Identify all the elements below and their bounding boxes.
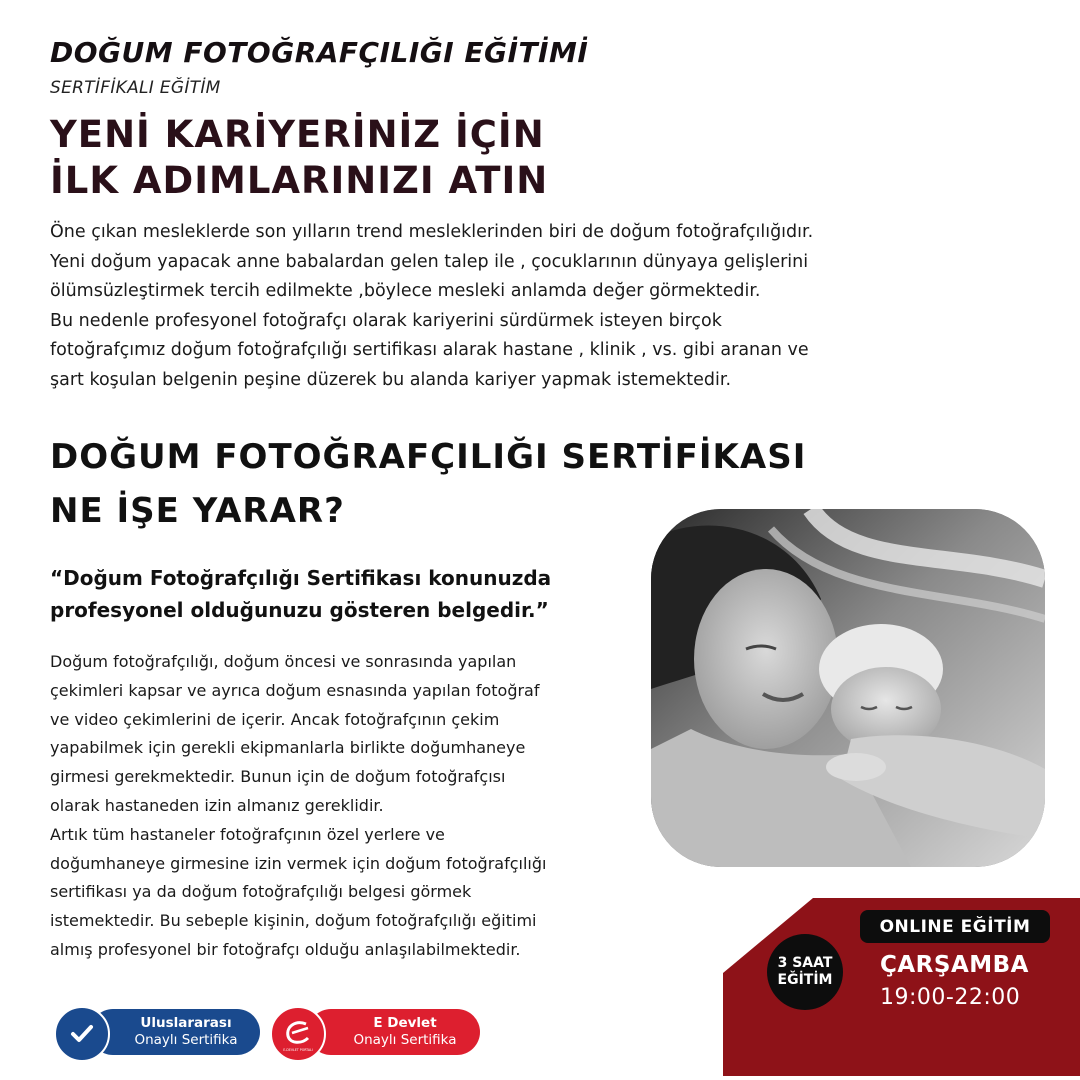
check-icon-svg xyxy=(67,1019,97,1049)
intro-line: şart koşulan belgenin peşine düzerek bu alanda kariyer yapmak istemektedir. xyxy=(50,369,732,390)
body-line: sertifikası ya da doğum fotoğrafçılığı belgesi görmek xyxy=(50,882,472,902)
body-line: girmesi gerekmektedir. Bunun için de doğum fotoğrafçısı xyxy=(50,767,506,787)
edevlet-badge-title: E Devlet xyxy=(373,1015,437,1031)
body-paragraph xyxy=(50,648,640,965)
online-education-label: ONLINE EĞİTİM xyxy=(860,910,1050,943)
headline xyxy=(50,112,548,204)
intro-line: Öne çıkan mesleklerde son yılların trend mesleklerinden biri de doğum fotoğrafçılığıdır. xyxy=(50,222,814,242)
edevlet-logo-icon xyxy=(270,1006,326,1062)
body-line: ve video çekimlerini de içerir. Ancak fotoğrafçının çekim xyxy=(50,709,500,729)
intro-line: fotoğrafçımız doğum fotoğrafçılığı sertifikası alarak hastane , klinik , vs. gibi aranan ve xyxy=(50,340,809,360)
body-line: Artık tüm hastaneler fotoğrafçının özel yerlere ve xyxy=(50,824,445,844)
section-heading-line-1: DOĞUM FOTOĞRAFÇILIĞI SERTİFİKASI xyxy=(50,437,807,477)
body-line: olarak hastaneden izin almanız gereklidir. xyxy=(50,795,384,815)
quote-line-2: profesyonel olduğunuzu gösteren belgedir.” xyxy=(50,598,549,622)
body-line: Doğum fotoğrafçılığı, doğum öncesi ve sonrasında yapılan xyxy=(50,652,517,671)
intro-line: ölümsüzleştirmek tercih edilmekte ,böylece mesleki anlamda değer görmektedir. xyxy=(50,281,761,301)
headline-line-2: İLK ADIMLARINIZI ATIN xyxy=(50,159,549,202)
course-title: DOĞUM FOTOĞRAFÇILIĞI EĞİTİMİ xyxy=(50,36,589,69)
day-label: ÇARŞAMBA xyxy=(880,952,1029,978)
course-subtitle: SERTİFİKALI EĞİTİM xyxy=(50,78,221,98)
international-badge-sub: Onaylı Sertifika xyxy=(134,1032,238,1048)
time-label: 19:00-22:00 xyxy=(880,985,1021,1010)
duration-badge xyxy=(767,934,843,1010)
headline-line-1: YENİ KARİYERİNİZ İÇİN xyxy=(50,113,545,156)
body-line: doğumhaneye girmesine izin vermek için doğum fotoğrafçılığı xyxy=(50,853,547,873)
section-heading-line-2: NE İŞE YARAR? xyxy=(50,491,345,531)
intro-line: Yeni doğum yapacak anne babalardan gelen talep ile , çocuklarının dünyaya gelişlerini xyxy=(50,251,809,272)
mother-newborn-photo xyxy=(651,509,1045,867)
quote-line-1: “Doğum Fotoğrafçılığı Sertifikası konunuzda xyxy=(50,566,552,590)
edevlet-badge-sub: Onaylı Sertifika xyxy=(353,1032,457,1048)
photo-illustration xyxy=(651,509,1045,867)
body-line: almış profesyonel bir fotoğrafçı olduğu anlaşılabilmektedir. xyxy=(50,939,521,959)
body-line: yapabilmek için gerekli ekipmanlarla birlikte doğumhaneye xyxy=(50,738,526,758)
duration-line-1: 3 SAAT xyxy=(777,955,833,971)
edevlet-logo-svg xyxy=(278,1014,318,1054)
international-certificate-badge xyxy=(90,1009,260,1055)
international-badge-title: Uluslararası xyxy=(140,1015,232,1031)
duration-line-2: EĞİTİM xyxy=(777,972,833,988)
edevlet-logo-text: E-DEVLET PORTALI xyxy=(283,1048,313,1052)
body-line: çekimleri kapsar ve ayrıca doğum esnasında yapılan fotoğraf xyxy=(50,680,540,700)
edevlet-certificate-badge xyxy=(308,1009,480,1055)
body-line: istemektedir. Bu sebeple kişinin, doğum fotoğrafçılığı eğitimi xyxy=(50,911,537,931)
quote xyxy=(50,562,630,626)
check-icon xyxy=(54,1006,110,1062)
intro-line: Bu nedenle profesyonel fotoğrafçı olarak kariyerini sürdürmek isteyen birçok xyxy=(50,310,722,331)
intro-paragraph xyxy=(50,218,950,395)
